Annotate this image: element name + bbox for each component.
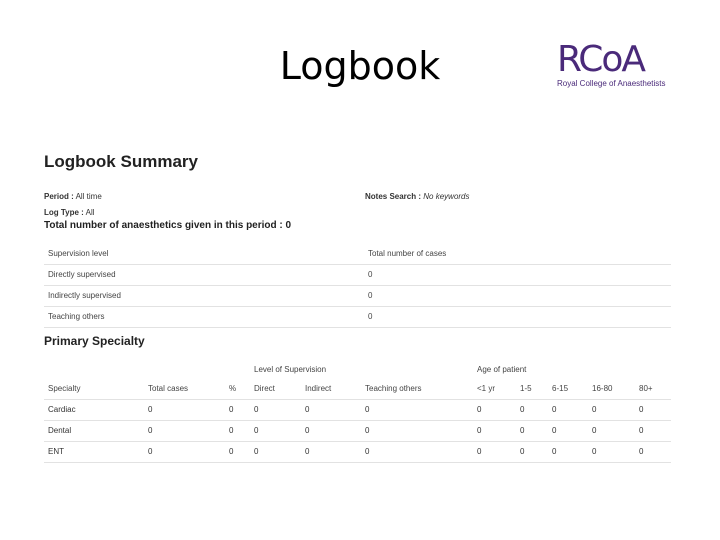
table-header-row [44,378,671,399]
column-header: Total number of cases [368,248,447,258]
table-cell: 0 [305,405,310,414]
table-row [44,285,671,306]
column-header: Supervision level [48,248,109,258]
table-cell: Cardiac [48,405,76,414]
table-row [44,399,671,420]
table-row [44,420,671,441]
table-cell: 0 [368,312,373,321]
notes-search-field [365,192,470,201]
rcoa-logo [557,39,672,88]
table-cell: 0 [639,426,644,435]
supervision-table [44,243,671,328]
table-cell: 0 [148,447,153,456]
table-row [44,264,671,285]
column-header: Direct [254,383,275,393]
table-cell: 0 [552,447,557,456]
logo-subtitle: Royal College of Anaesthetists [557,79,666,88]
table-cell: 0 [592,447,597,456]
table-cell: 0 [368,291,373,300]
column-header: Total cases [148,383,189,393]
period-label: Period : [44,192,74,201]
column-header: Teaching others [365,383,422,393]
table-cell: 0 [520,426,525,435]
log-type-field [44,208,95,217]
column-header: % [229,383,237,393]
notes-label: Notes Search : [365,192,422,201]
table-cell: 0 [305,426,310,435]
table-cell: 0 [552,426,557,435]
column-header: 1-5 [520,383,532,393]
column-header: Specialty [48,383,81,393]
table-cell: 0 [477,447,482,456]
column-header: Indirect [305,383,332,393]
table-cell: 0 [552,405,557,414]
table-cell: 0 [229,426,234,435]
table-cell: 0 [148,405,153,414]
table-cell: Directly supervised [48,270,116,279]
table-cell: 0 [365,447,370,456]
period-value: All time [75,192,102,201]
total-anaesthetics: Total number of anaesthetics given in this period : 0 [44,220,292,231]
column-header: 16-80 [592,383,613,393]
table-cell: 0 [477,405,482,414]
table-cell: 0 [229,447,234,456]
specialty-table [44,360,671,463]
group-header-row [44,360,671,378]
table-cell: Dental [48,426,72,435]
primary-specialty-heading: Primary Specialty [44,334,145,348]
logtype-value: All [85,208,95,217]
supervision-group-header: Level of Supervision [254,364,327,374]
table-cell: 0 [229,405,234,414]
slide-title: Logbook [279,44,441,88]
table-cell: 0 [365,426,370,435]
table-cell: 0 [520,405,525,414]
table-cell: 0 [592,405,597,414]
table-cell: 0 [520,447,525,456]
table-header-row [44,243,671,264]
table-cell: Indirectly supervised [48,291,121,300]
table-cell: 0 [254,405,259,414]
table-cell: 0 [148,426,153,435]
table-row [44,306,671,327]
column-header: <1 yr [477,383,496,393]
table-cell: 0 [305,447,310,456]
table-cell: 0 [365,405,370,414]
summary-heading: Logbook Summary [44,152,198,171]
period-field [44,192,102,201]
table-cell: 0 [254,447,259,456]
age-group-header: Age of patient [477,364,527,374]
notes-value: No keywords [423,192,470,201]
logtype-label: Log Type : [44,208,84,217]
table-cell: 0 [592,426,597,435]
table-cell: ENT [48,447,64,456]
table-cell: 0 [639,405,644,414]
table-cell: 0 [254,426,259,435]
column-header: 6-15 [552,383,569,393]
column-header: 80+ [639,383,653,393]
table-cell: Teaching others [48,312,105,321]
table-cell: 0 [368,270,373,279]
logo-mark: RCoA [557,39,645,80]
table-cell: 0 [477,426,482,435]
table-cell: 0 [639,447,644,456]
table-row [44,441,671,462]
